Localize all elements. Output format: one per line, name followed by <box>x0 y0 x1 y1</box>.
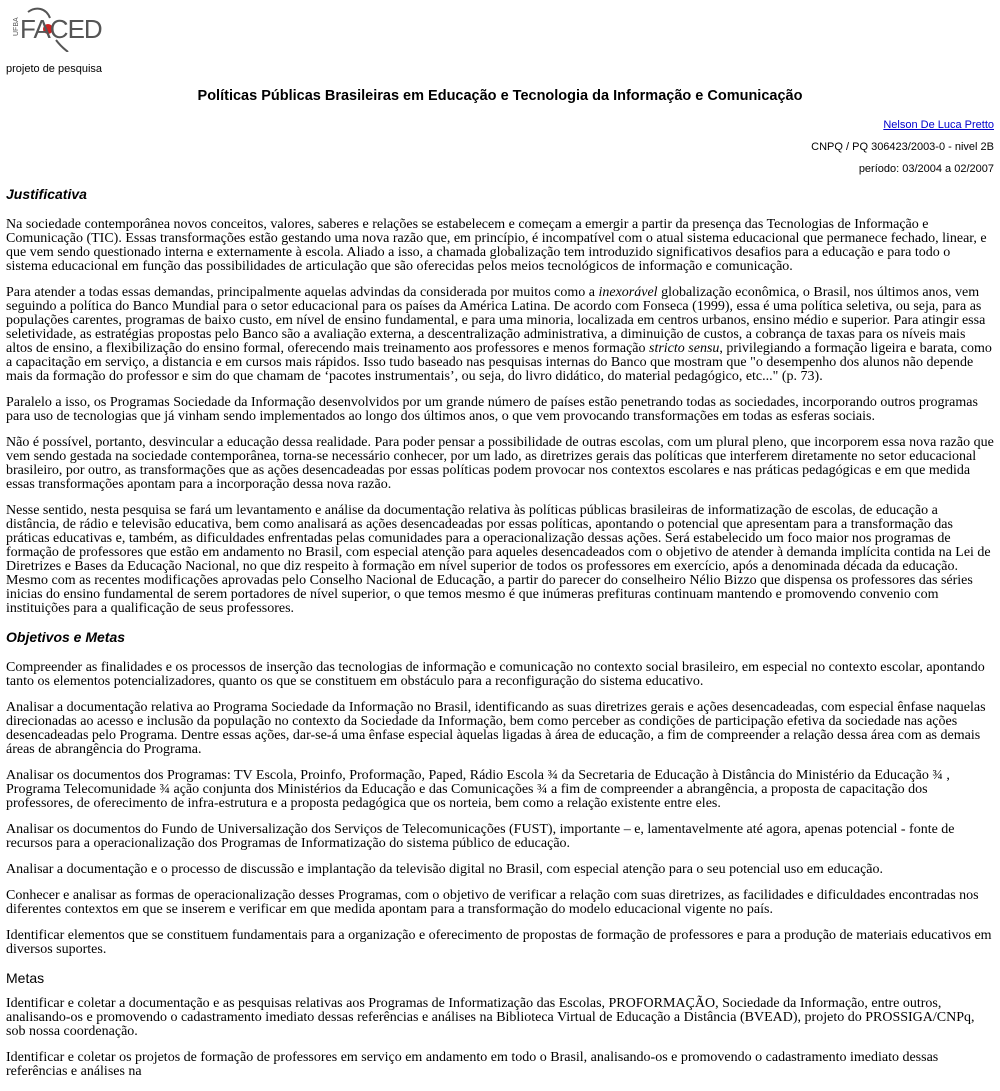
author-link[interactable]: Nelson De Luca Pretto <box>883 119 994 131</box>
paragraph: Compreender as finalidades e os processos de inserção das tecnologias de informação e comunicação no contexto social brasileiro, em especial no contexto escolar, apontando tanto os elementos potencializadores, quanto os que se constituem em obstáculo para a reconfiguração do sistema educativo. <box>6 660 985 689</box>
paragraph: Paralelo a isso, os Programas Sociedade da Informação desenvolvidos por um grande número de países estão penetrando todas as sociedades, incorporando outros programas para uso de tecnologias que já vinham sendo implementados ao longo dos últimos anos, o que vem provocando transformações em todas as esferas sociais. <box>6 395 978 424</box>
logo-text: FACED <box>20 14 102 44</box>
paragraph: Identificar elementos que se constituem fundamentais para a organização e oferecimento de propostas de formação de professores e para a produção de materiais educativos em diversos suportes. <box>6 928 992 957</box>
paragraph: Analisar os documentos dos Programas: TV Escola, Proinfo, Proformação, Paped, Rádio Escola ¾ da Secretaria de Educação à Distância do Ministério da Educação ¾ , Programa Telecomunidade ¾ ação conjunta dos Ministérios da Educação e das Comunicações ¾ a fim de compreender a abrangência, a proposta de capacitação dos professores, de oferecimento de infra-estrutura e a proposta pedagógica que os norteia, bem como a relação existente entre eles. <box>6 768 950 811</box>
paragraph-text: , privilegiando a formação ligeira e barata, como a capacitação em serviço, a distancia e em cursos mais rápidos. Isso tudo baseado nas pesquisas internas do Banco que mostram que "o desempenho dos alunos não depende mais da formação do professor e sim do que chamam de ‘pacotes instrumentais’, ou seja, do livro didático, do material pedagógico, etc..." (p. 73). <box>6 341 992 384</box>
paragraph-text: globalização econômica, o Brasil, nos últimos anos, vem seguindo a política do Banco Mundial para o setor educacional para os países da América Latina. De acordo com Fonseca (1999), essa é uma política seletiva, ou seja, para as populações carentes, programas de baixo custo, em nível de ensino fundamental, e para uma minoria, localizada em centros urbanos, ensino médio e superior. Para atingir essa seletividade, as estratégias propostas pelo Banco são a avaliação externa, a descentralização administrativa, a diminuição de custos, a cobrança de taxas para os níveis mais altos de ensino, a flexibilização do ensino formal, oferecendo mais treinamento aos professores e menos formação <box>6 285 986 356</box>
paragraph: Nesse sentido, nesta pesquisa se fará um levantamento e análise da documentação relativa às políticas públicas brasileiras de informatização de escolas, de educação a distância, de rádio e televisão educativa, bem como analisará as ações desencadeadas por essas políticas, apontando o potencial que apresentam para a transformação das práticas educativas e, também, as dificuldades enfrentadas pelas comunidades para a operacionalização dessas ações. Será estabelecido um foco maior nos programas de formação de professores que estão em andamento no Brasil, com especial atenção para aqueles desencadeados com o objetivo de atender à demanda implícita contida na Lei de Diretrizes e Bases da Educação Nacional, no que diz respeito à formação em nível superior de todos os professores em exercício, após a denominada década da educação. Mesmo com as recentes modificações aprovadas pelo Conselho Nacional de Educação, a partir do parecer do conselheiro Nélio Bizzo que dispensa os professores das séries inicias do ensino fundamental de serem portadores de nível superior, o que temos mesmo é que inúmeras prefituras continuam mantendo e promovendo convenio com instituições para a qualificação de seus professores. <box>6 503 991 616</box>
paragraph <box>6 286 994 384</box>
project-label: projeto de pesquisa <box>6 63 103 75</box>
emphasis-text: stricto sensu <box>649 341 720 356</box>
paragraph: Não é possível, portanto, desvincular a educação dessa realidade. Para poder pensar a possibilidade de outras escolas, com um plural pleno, que incorporem essa nova razão que vem sendo gestada na sociedade contemporânea, torna-se necessário conhecer, por um lado, as diretrizes gerais das políticas que interferem diretamente no setor educacional brasileiro, por outro, as transformações que as ações desencadeadas por essas políticas podem provocar nos contextos escolares e nas práticas pedagógicas e em que medida essas transformações apontam para a incorporação dessa nova razão. <box>6 435 994 492</box>
logo-side-text: UFBA <box>13 17 20 36</box>
grant-info: CNPQ / PQ 306423/2003-0 - nivel 2B <box>811 141 994 153</box>
emphasis-text: inexorável <box>598 285 658 300</box>
paragraph: Analisar a documentação relativa ao Programa Sociedade da Informação no Brasil, identificando as suas diretrizes gerais e ações desencadeadas, com especial ênfase naquelas direcionadas ao acesso e inclusão da população no contexto da Sociedade da Informação, bem como perceber as condições de participação efetiva da sociedade nas ações desencadeadas pelo Programa. Dentre essas ações, dar-se-á uma ênfase especial àquelas ligadas à área de educação, a fim de compreender a relação dessa área com as demais áreas de abrangência do Programa. <box>6 700 986 757</box>
paragraph-text: Para atender a todas essas demandas, principalmente aquelas advindas da considerada por muitos como a <box>6 285 599 300</box>
main-content <box>6 185 994 1091</box>
period-info: período: 03/2004 a 02/2007 <box>858 163 994 175</box>
faced-logo[interactable] <box>6 6 102 52</box>
section-heading-metas: Metas <box>6 970 45 986</box>
paragraph: Identificar e coletar a documentação e as pesquisas relativas aos Programas de Informatização das Escolas, PROFORMAÇÃO, Sociedade da Informação, entre outros, analisando-os e promovendo o cadastramento imediato dessas referências e análises na Biblioteca Virtual de Educação a Distância (BVEAD), projeto do PROSSIGA/CNPq, sob nossa coordenação. <box>6 996 975 1039</box>
section-heading-objetivos: Objetivos e Metas <box>6 629 126 645</box>
page-title: Políticas Públicas Brasileiras em Educação e Tecnologia da Informação e Comunicação <box>197 88 803 104</box>
faced-logo-graphic <box>6 6 102 52</box>
paragraph: Identificar e coletar os projetos de formação de professores em serviço em andamento em todo o Brasil, analisando-os e promovendo o cadastramento imediato dessas referências e análises na <box>6 1050 939 1079</box>
paragraph: Na sociedade contemporânea novos conceitos, valores, saberes e relações se estabelecem e começam a emergir a partir da presença das Tecnologias de Informação e Comunicação (TIC). Essas transformações estão gestando uma nova razão que, em princípio, é incompatível com o atual sistema educacional que permanece fechado, linear, e que vem sendo questionado interna e externamente à escola. Aliado a isso, a chamada globalização tem introduzido significativos desafios para a educação e para todo o sistema educacional em função das possibilidades de articulação que são oferecidas pelos meios tecnológicos de informação e comunicação. <box>6 217 987 274</box>
paragraph: Conhecer e analisar as formas de operacionalização desses Programas, com o objetivo de verificar a relação com suas diretrizes, as facilidades e dificuldades encontradas nos diferentes contextos em que se inserem e verificar em que medida apontam para a transformação do modelo educacional vigente no país. <box>6 888 979 917</box>
paragraph: Analisar os documentos do Fundo de Universalização dos Serviços de Telecomunicações (FUST), importante – e, lamentavelmente até agora, apenas potencial - fonte de recursos para a operacionalização dos Programas de Informatização do sistema público de educação. <box>6 822 955 851</box>
paragraph: Analisar a documentação e o processo de discussão e implantação da televisão digital no Brasil, com especial atenção para o seu potencial uso em educação. <box>6 862 883 877</box>
section-heading-justificativa: Justificativa <box>6 186 87 202</box>
author-line <box>883 119 994 131</box>
